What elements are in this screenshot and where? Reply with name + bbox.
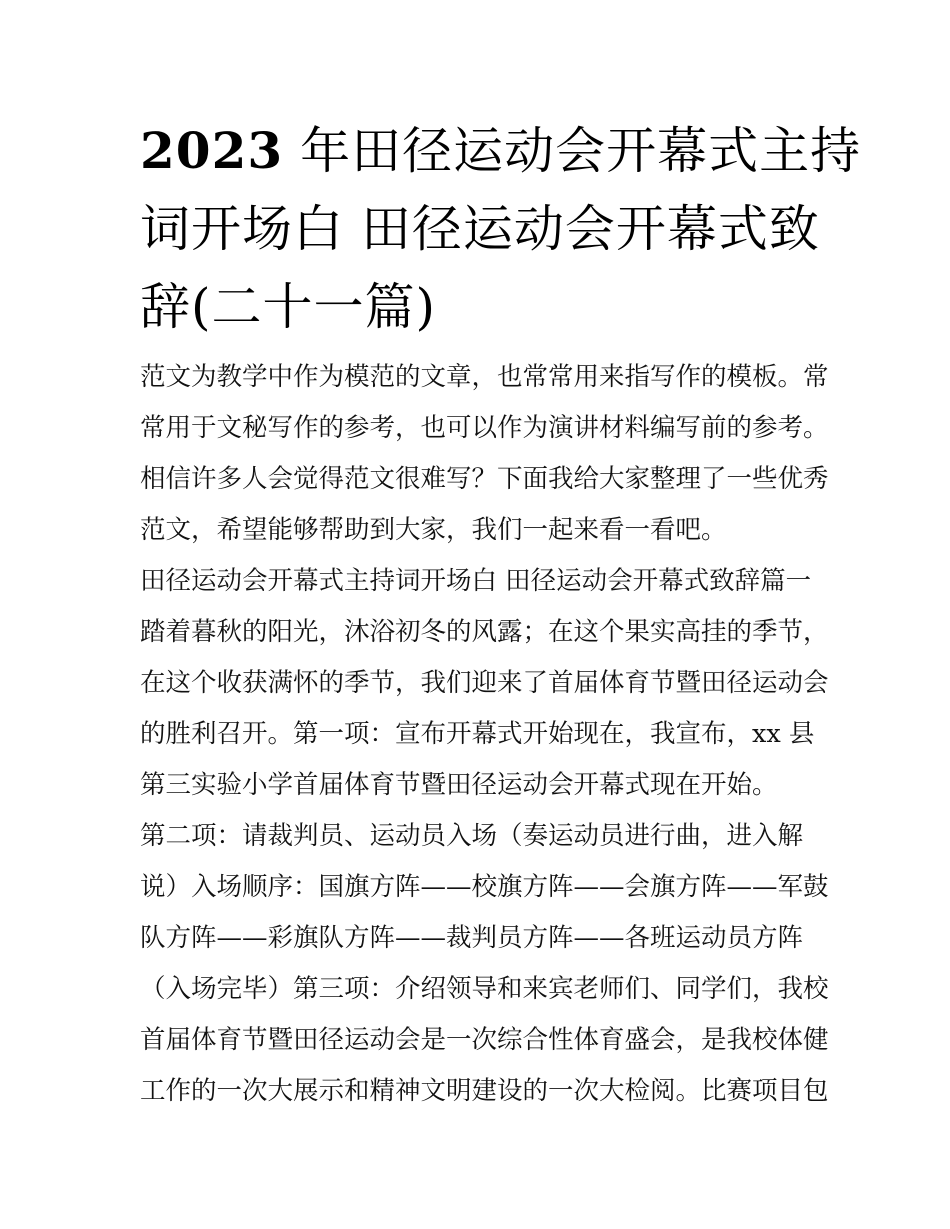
title-text: 词开场白 田径运动会开幕式致: [140, 200, 820, 258]
body-line: 的胜利召开。第一项：宣布开幕式开始现在，我宣布，xx 县: [140, 719, 815, 749]
body-line: 第二项：请裁判员、运动员入场（奏运动员进行曲，进入解: [140, 821, 804, 851]
title-year: 2023: [140, 121, 284, 180]
body-line: （入场完毕）第三项：介绍领导和来宾老师们、同学们，我校: [140, 974, 829, 1004]
body-line: 常用于文秘写作的参考，也可以作为演讲材料编写前的参考。: [140, 413, 829, 443]
body-line: 范文，希望能够帮助到大家，我们一起来看一看吧。: [140, 515, 727, 545]
title-line-1: [140, 112, 862, 190]
title-text: 辞(二十一篇): [140, 278, 437, 336]
body-line: 田径运动会开幕式主持词开场白 田径运动会开幕式致辞篇一: [140, 566, 812, 596]
body-line: 相信许多人会觉得范文很难写？下面我给大家整理了一些优秀: [140, 464, 829, 494]
body-line: 范文为教学中作为模范的文章，也常常用来指写作的模板。常: [140, 362, 829, 392]
document-body: [140, 352, 830, 1117]
body-line: 工作的一次大展示和精神文明建设的一次大检阅。比赛项目包: [140, 1076, 829, 1106]
title-line-3: [140, 268, 820, 346]
body-line: 踏着暮秋的阳光，沐浴初冬的风露；在这个果实高挂的季节，: [140, 617, 829, 647]
body-line: 队方阵——彩旗队方阵——裁判员方阵——各班运动员方阵: [140, 923, 804, 953]
body-line: 第三实验小学首届体育节暨田径运动会开幕式现在开始。: [140, 770, 778, 800]
title-text: 年田径运动会开幕式主持: [283, 122, 862, 180]
body-line: 首届体育节暨田径运动会是一次综合性体育盛会，是我校体健: [140, 1025, 829, 1055]
body-line: 说）入场顺序：国旗方阵——校旗方阵——会旗方阵——军鼓: [140, 872, 829, 902]
title-line-2: [140, 190, 820, 268]
document-title: [140, 112, 862, 346]
body-line: 在这个收获满怀的季节，我们迎来了首届体育节暨田径运动会: [140, 668, 829, 698]
